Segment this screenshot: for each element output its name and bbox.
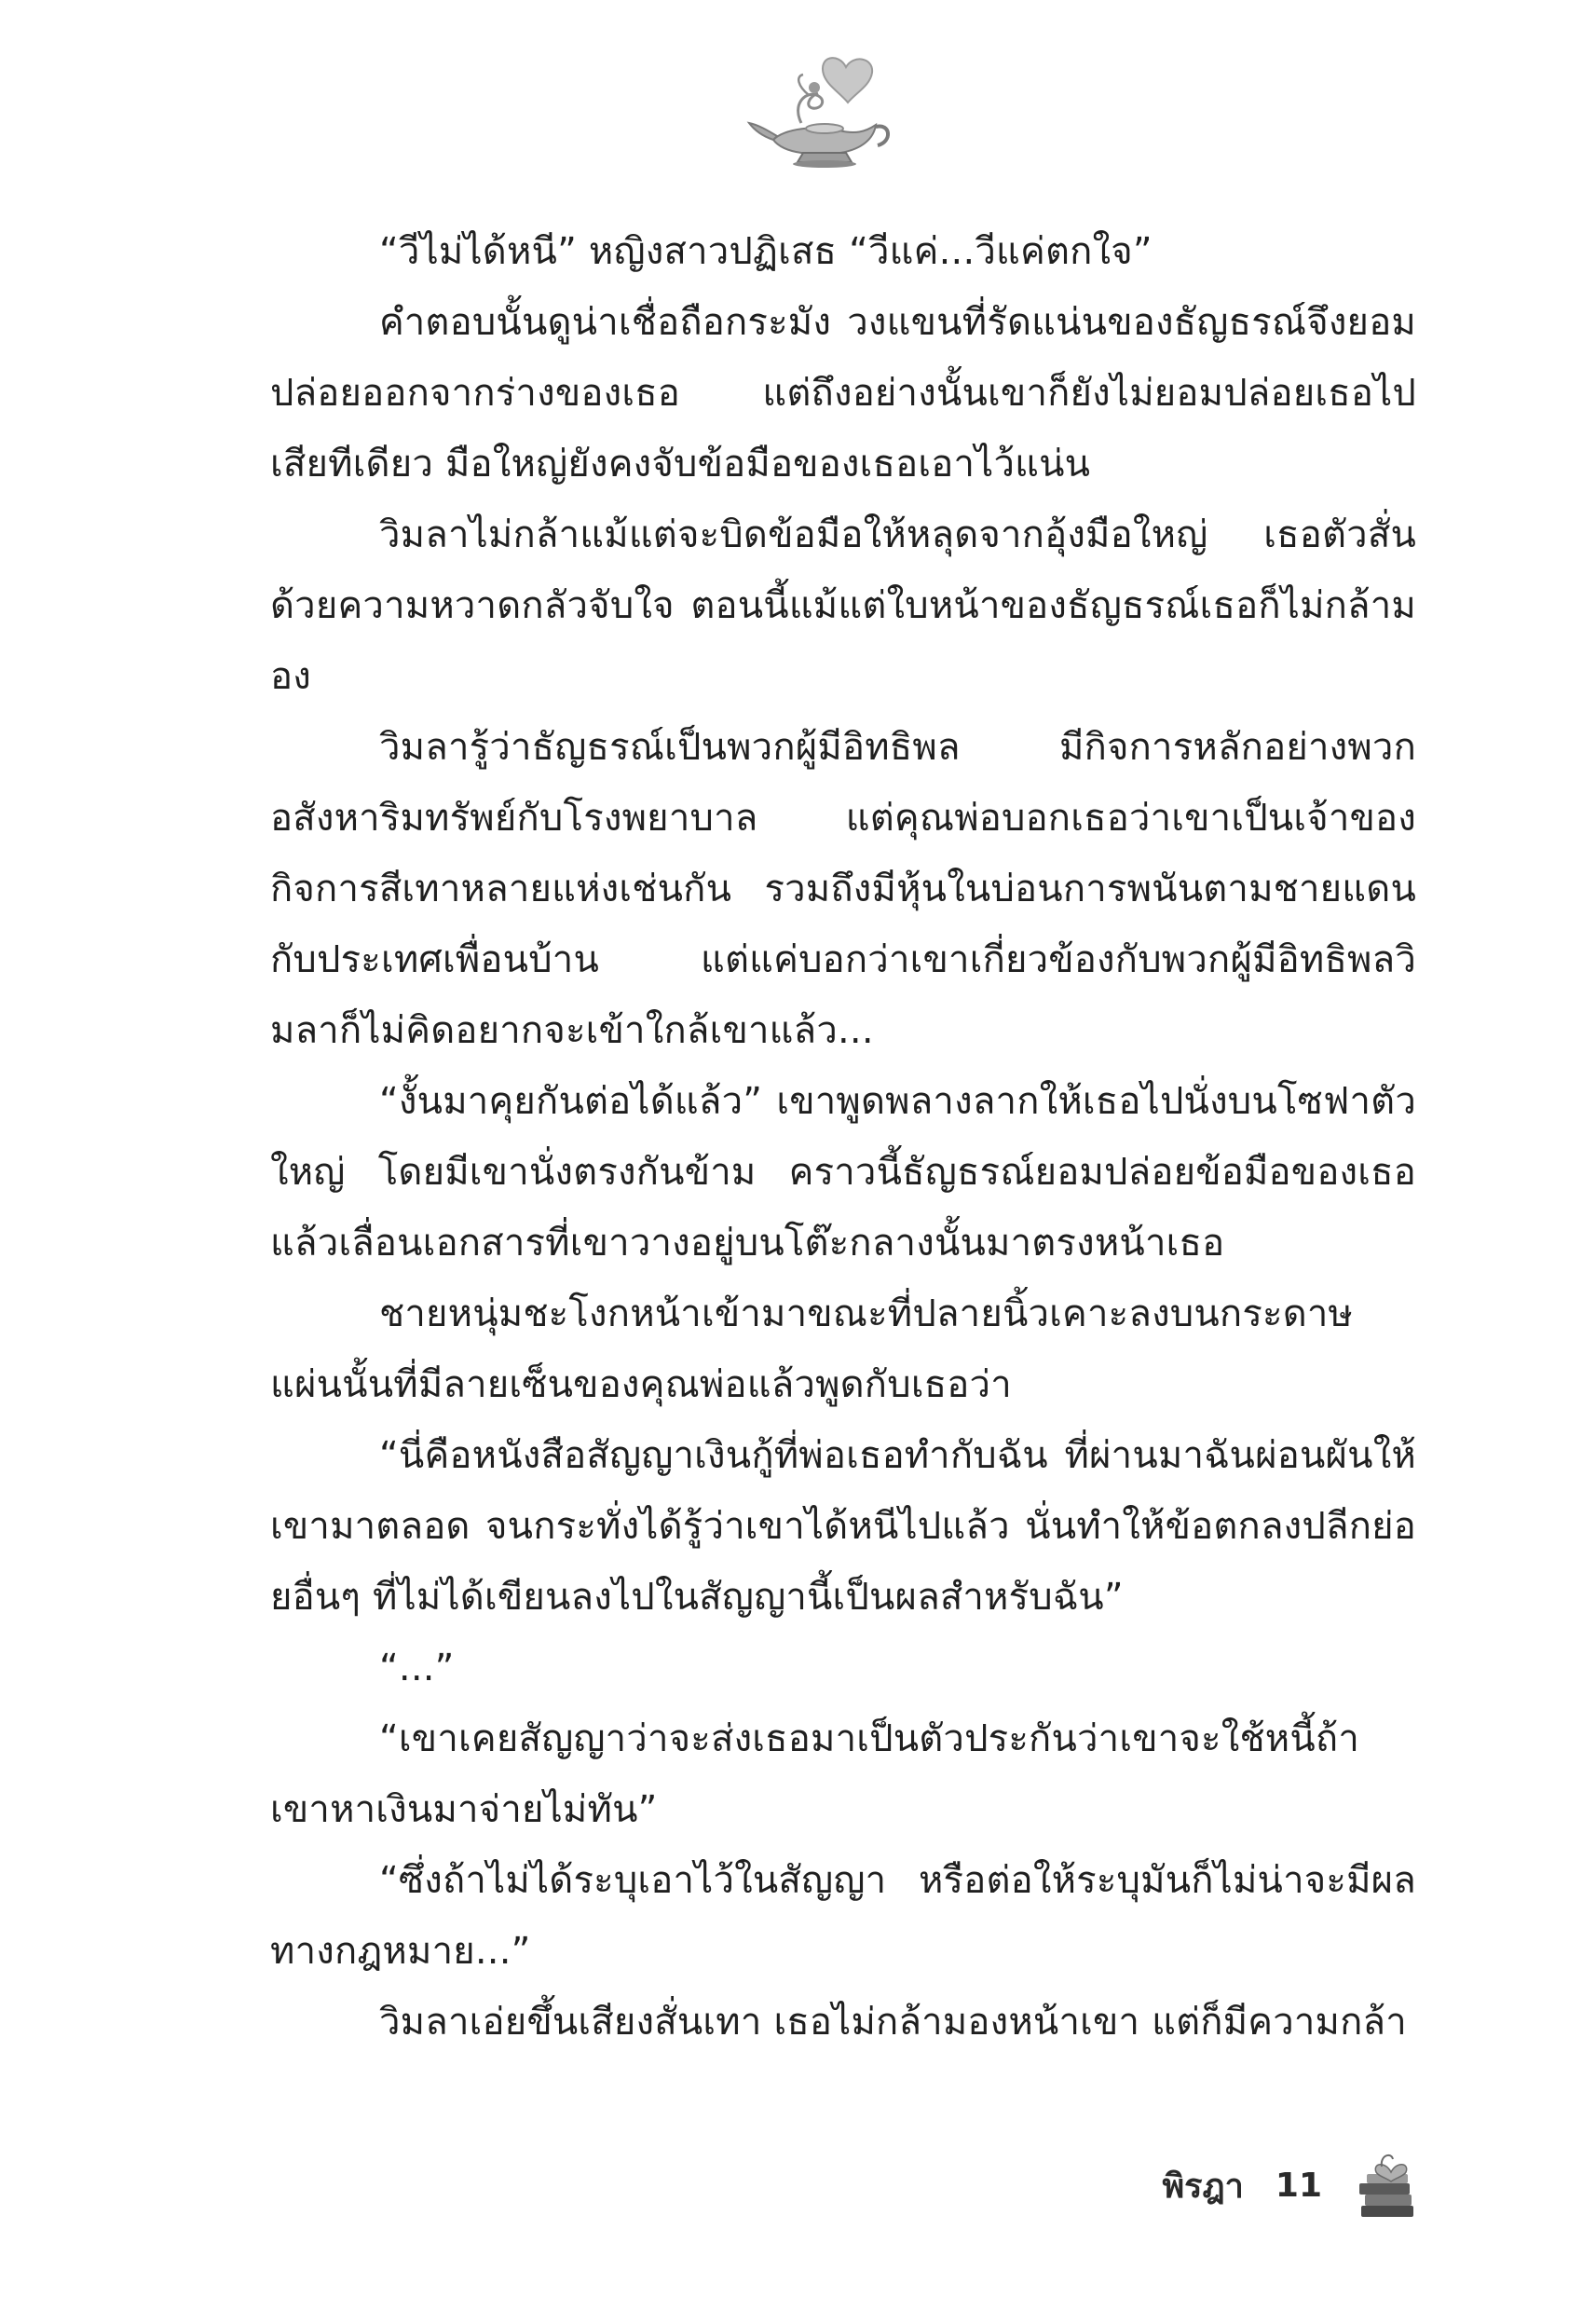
paragraph: วิมลาไม่กล้าแม้แต่จะบิดข้อมือให้หลุดจากอุ้งมือใหญ่ เธอตัวสั่นด้วยความหวาดกลัวจับใจ ตอนนี้แม้แต่ใบหน้าของธัญธรณ์เธอก็ไม่กล้ามอง	[270, 513, 1416, 698]
page-number: 11	[1275, 2166, 1322, 2205]
story-text	[270, 216, 1416, 2058]
paragraph: วิมลารู้ว่าธัญธรณ์เป็นพวกผู้มีอิทธิพล มีกิจการหลักอย่างพวกอสังหาริมทรัพย์กับโรงพยาบาล แต่คุณพ่อบอกเธอว่าเขาเป็นเจ้าของกิจการสีเทาหลายแห่งเช่นกัน รวมถึงมีหุ้นในบ่อนการพนันตามชายแดนกับประเทศเพื่อนบ้าน แต่แค่บอกว่าเขาเกี่ยวข้องกับพวกผู้มีอิทธิพลวิมลาก็ไม่คิดอยากจะเข้าใกล้เขาแล้ว...	[270, 726, 1416, 1052]
paragraph: “เขาเคยสัญญาว่าจะส่งเธอมาเป็นตัวประกันว่าเขาจะใช้หนี้ถ้าเขาหาเงินมาจ่ายไม่ทัน”	[270, 1717, 1359, 1831]
book-stack-logo-icon	[1354, 2148, 1419, 2222]
page-footer	[1162, 2143, 1419, 2227]
paragraph: “ซึ่งถ้าไม่ได้ระบุเอาไว้ในสัญญา หรือต่อให้ระบุมันก็ไม่น่าจะมีผลทางกฎหมาย...”	[270, 1859, 1416, 1973]
paragraph: “...”	[379, 1647, 455, 1689]
paragraph: “วีไม่ได้หนี” หญิงสาวปฏิเสธ “วีแค่...วีแค่ตกใจ”	[379, 230, 1153, 273]
author-name: พิรฎา	[1162, 2167, 1244, 2206]
paragraph: คำตอบนั้นดูน่าเชื่อถือกระมัง วงแขนที่รัดแน่นของธัญธรณ์จึงยอมปล่อยออกจากร่างของเธอ แต่ถึงอย่างนั้นเขาก็ยังไม่ยอมปล่อยเธอไปเสียทีเดียว มือใหญ่ยังคงจับข้อมือของเธอเอาไว้แน่น	[270, 301, 1416, 485]
genie-lamp-heart-icon	[736, 48, 904, 170]
paragraph: “งั้นมาคุยกันต่อได้แล้ว” เขาพูดพลางลากให้เธอไปนั่งบนโซฟาตัวใหญ่ โดยมีเขานั่งตรงกันข้าม คราวนี้ธัญธรณ์ยอมปล่อยข้อมือของเธอแล้วเลื่อนเอกสารที่เขาวางอยู่บนโต๊ะกลางนั้นมาตรงหน้าเธอ	[270, 1080, 1416, 1265]
paragraph: “นี่คือหนังสือสัญญาเงินกู้ที่พ่อเธอทำกับฉัน ที่ผ่านมาฉันผ่อนผันให้เขามาตลอด จนกระทั่งได้รู้ว่าเขาได้หนีไปแล้ว นั่นทำให้ข้อตกลงปลีกย่อยอื่นๆ ที่ไม่ได้เขียนลงไปในสัญญานี้เป็นผลสำหรับฉัน”	[270, 1434, 1416, 1619]
paragraph: วิมลาเอ่ยขึ้นเสียงสั่นเทา เธอไม่กล้ามองหน้าเขา แต่ก็มีความกล้า	[379, 2001, 1407, 2044]
paragraph: ชายหนุ่มชะโงกหน้าเข้ามาขณะที่ปลายนิ้วเคาะลงบนกระดาษแผ่นนั้นที่มีลายเซ็นของคุณพ่อแล้วพูดกับเธอว่า	[270, 1292, 1354, 1406]
